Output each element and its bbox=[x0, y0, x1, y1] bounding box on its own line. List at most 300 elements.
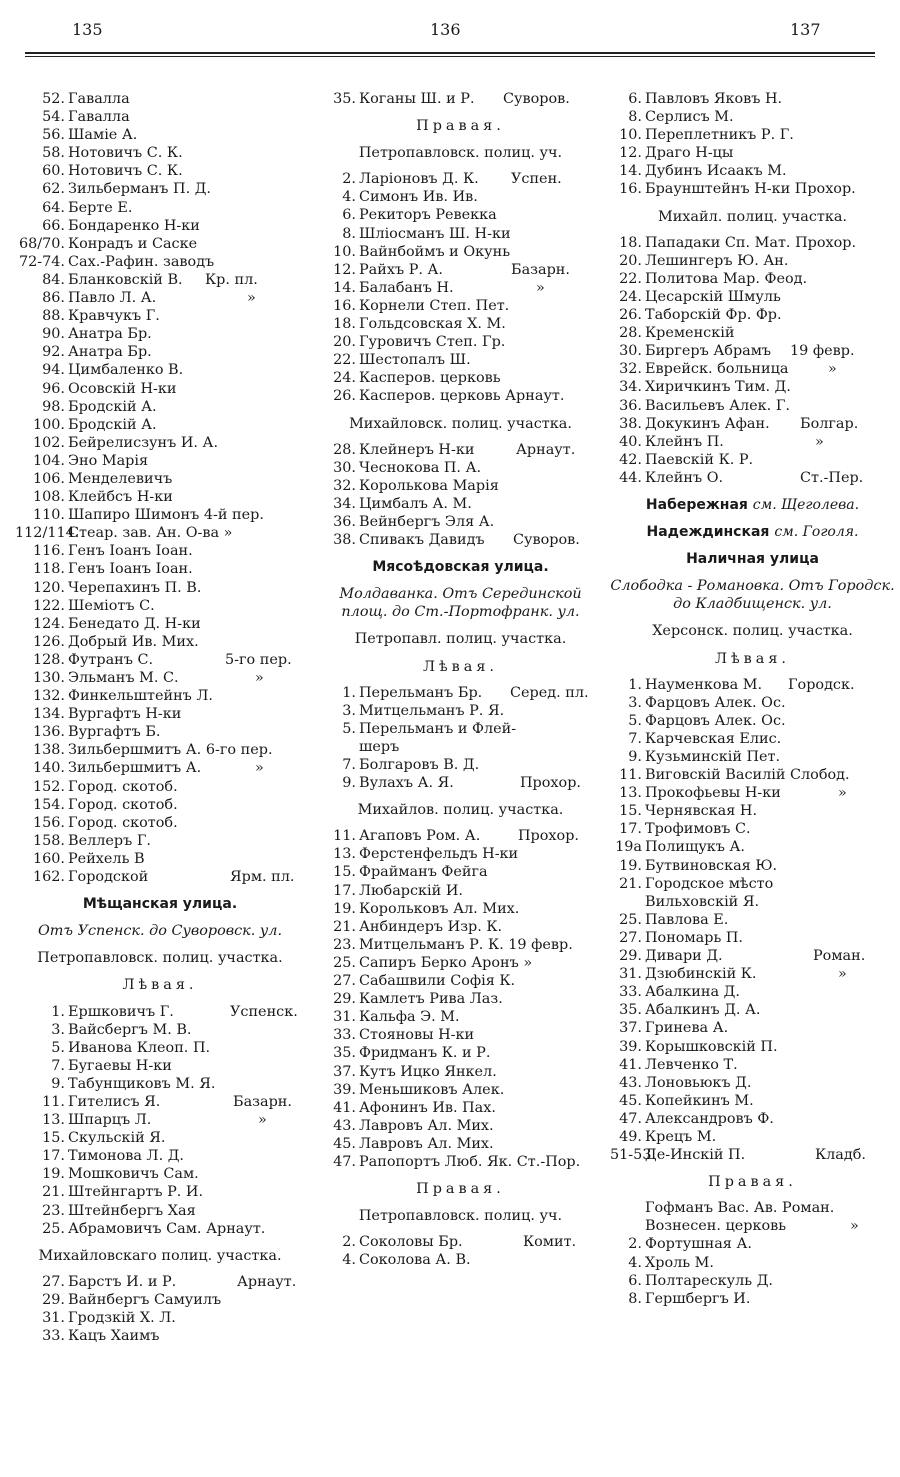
directory-entry bbox=[15, 597, 305, 615]
owner-name: Лавровъ Ал. Мих. bbox=[359, 1135, 494, 1152]
owner-name: Еврейск. больница bbox=[645, 361, 789, 378]
street-description: Молдаванка. Отъ Серединской площ. до Ст.-Портофранк. ул. bbox=[339, 586, 582, 621]
column-middle bbox=[318, 90, 603, 1269]
directory-entry bbox=[318, 206, 603, 224]
directory-entry bbox=[15, 723, 305, 741]
owner-name: Касперов. церковь bbox=[359, 370, 501, 387]
directory-entry bbox=[318, 882, 603, 900]
directory-entry bbox=[610, 802, 895, 820]
house-number: 30. bbox=[333, 459, 356, 476]
cross-street: 5-го пер. bbox=[225, 651, 292, 668]
house-number: 96. bbox=[42, 380, 65, 397]
owner-name: Паевскій К. Р. bbox=[645, 451, 754, 468]
house-number: 90. bbox=[42, 326, 65, 343]
directory-entry bbox=[318, 900, 603, 918]
house-number: 28. bbox=[333, 441, 356, 458]
house-number: 41. bbox=[333, 1099, 356, 1116]
directory-entry bbox=[15, 1291, 305, 1309]
owner-name: Корольковъ Ал. Мих. bbox=[359, 900, 520, 917]
directory-entry bbox=[318, 827, 603, 845]
owner-name: Симонъ Ив. Ив. bbox=[359, 189, 478, 206]
house-number: 33. bbox=[333, 1027, 356, 1044]
house-number: 37. bbox=[333, 1063, 356, 1080]
owner-name: Фортушная А. bbox=[645, 1236, 752, 1253]
directory-entry bbox=[610, 1001, 895, 1019]
directory-entry bbox=[318, 441, 603, 459]
directory-entry bbox=[610, 1056, 895, 1074]
owner-name: Конрадъ и Саске bbox=[68, 235, 198, 252]
house-number: 16. bbox=[619, 181, 642, 198]
cross-reference bbox=[610, 496, 895, 514]
owner-name: Добрый Ив. Мих. bbox=[68, 633, 199, 650]
house-number: 22. bbox=[333, 352, 356, 369]
house-number: 19a bbox=[615, 839, 642, 856]
column-right bbox=[610, 90, 895, 1308]
directory-entry bbox=[318, 387, 603, 405]
directory-entry bbox=[15, 1327, 305, 1345]
directory-entry bbox=[610, 451, 895, 469]
directory-entry bbox=[318, 459, 603, 477]
directory-entry bbox=[610, 1074, 895, 1092]
house-number: 162. bbox=[32, 869, 65, 886]
owner-name: Шеміотъ С. bbox=[68, 597, 155, 614]
column-left bbox=[15, 90, 305, 1345]
owner-name: Гольдсовская Х. М. bbox=[359, 316, 506, 333]
house-number: 1. bbox=[342, 684, 356, 701]
directory-entry bbox=[15, 488, 305, 506]
owner-name: Кутъ Ицко Янкел. bbox=[359, 1063, 497, 1080]
owner-name: Таборскій Фр. Фр. bbox=[645, 307, 782, 324]
owner-name: Генъ Іоанъ Іоан. bbox=[68, 543, 193, 560]
entry-list bbox=[610, 1199, 895, 1308]
directory-entry bbox=[318, 1081, 603, 1099]
owner-name: Рейхель В bbox=[68, 850, 145, 867]
house-number: 29. bbox=[333, 991, 356, 1008]
directory-entry bbox=[15, 1147, 305, 1165]
owner-name: Балабанъ Н. bbox=[359, 279, 454, 296]
house-number: 72-74. bbox=[18, 253, 65, 270]
house-number: 34. bbox=[333, 495, 356, 512]
directory-entry bbox=[15, 778, 305, 796]
house-number: 45. bbox=[333, 1135, 356, 1152]
directory-entry bbox=[610, 234, 895, 252]
house-number: 2. bbox=[628, 1236, 642, 1253]
directory-entry bbox=[318, 477, 603, 495]
directory-entry bbox=[15, 741, 305, 759]
house-number: 47. bbox=[619, 1110, 642, 1127]
house-number: 19. bbox=[619, 857, 642, 874]
house-number: 21. bbox=[42, 1184, 65, 1201]
directory-entry bbox=[15, 1129, 305, 1147]
street-heading: Наличная улица bbox=[686, 551, 819, 568]
directory-entry bbox=[610, 911, 895, 929]
directory-entry bbox=[318, 684, 603, 702]
house-number: 25. bbox=[333, 954, 356, 971]
owner-name: Митцельманъ Р. Я. bbox=[359, 702, 505, 719]
police-district: Петропавл. полиц. участка. bbox=[354, 631, 567, 648]
cross-street: » bbox=[255, 670, 264, 686]
directory-entry bbox=[15, 1183, 305, 1201]
house-number: 21. bbox=[619, 875, 642, 892]
cross-street: » bbox=[536, 279, 545, 296]
directory-entry bbox=[15, 307, 305, 325]
directory-entry bbox=[15, 235, 305, 253]
owner-name: Перельманъ Бр. bbox=[359, 684, 483, 701]
directory-entry bbox=[610, 1235, 895, 1253]
entry-list bbox=[318, 1233, 603, 1269]
directory-entry bbox=[610, 983, 895, 1001]
owner-name: Полтарескуль Д. bbox=[645, 1272, 773, 1289]
house-number: 36. bbox=[333, 513, 356, 530]
house-number: 29. bbox=[619, 948, 642, 965]
owner-name: Касперов. церковь Арнаут. bbox=[359, 388, 565, 405]
house-number: 13. bbox=[333, 846, 356, 863]
house-number: 14. bbox=[333, 279, 356, 296]
cross-reference-target: см. Щеголева. bbox=[752, 496, 860, 513]
cross-street: Городск. bbox=[788, 676, 855, 693]
owner-name: Город. скотоб. bbox=[68, 778, 178, 795]
cross-street: Арнаут. bbox=[237, 1273, 297, 1290]
house-number: 49. bbox=[619, 1128, 642, 1145]
owner-name: Тимонова Л. Д. bbox=[68, 1148, 184, 1165]
directory-entry bbox=[610, 748, 895, 766]
house-number: 6. bbox=[342, 207, 356, 224]
owner-name: Анатра Бр. bbox=[68, 344, 152, 361]
directory-entry bbox=[610, 252, 895, 270]
owner-name: Александровъ Ф. bbox=[645, 1110, 774, 1127]
directory-entry bbox=[318, 972, 603, 990]
owner-name: Афонинъ Ив. Пах. bbox=[359, 1099, 496, 1116]
entry-list bbox=[15, 1273, 305, 1345]
owner-name: Рекиторъ Ревекка bbox=[359, 207, 497, 224]
owner-name: Зильбершмитъ А. 6-го пер. bbox=[68, 742, 273, 759]
house-number: 3. bbox=[51, 1021, 65, 1038]
house-number: 23. bbox=[333, 936, 356, 953]
owner-name: Нотовичъ С. К. bbox=[68, 163, 183, 180]
owner-name: Барстъ И. и Р. bbox=[68, 1273, 177, 1290]
owner-name: Корышковскій П. bbox=[645, 1038, 778, 1055]
owner-name: Бугаевы Н-ки bbox=[68, 1057, 172, 1074]
directory-entry bbox=[610, 1272, 895, 1290]
owner-name: Городское мѣсто bbox=[645, 875, 774, 892]
directory-entry bbox=[610, 1290, 895, 1308]
owner-name: Ферстенфельдъ Н-ки bbox=[359, 846, 519, 863]
owner-name: Трофимовъ С. bbox=[645, 821, 751, 838]
directory-entry bbox=[15, 615, 305, 633]
directory-entry bbox=[15, 1003, 305, 1021]
house-number: 68/70. bbox=[18, 235, 65, 252]
cross-street: Роман. bbox=[813, 948, 866, 965]
cross-street: Успенск. bbox=[230, 1003, 298, 1020]
owner-name: Фарцовъ Алек. Ос. bbox=[645, 712, 786, 729]
directory-entry bbox=[15, 796, 305, 814]
directory-entry bbox=[610, 397, 895, 415]
owner-name: Перельманъ и Флей- bbox=[359, 720, 517, 737]
house-number: 1. bbox=[628, 676, 642, 693]
owner-name: Вайнбоймъ и Окунь bbox=[359, 243, 511, 260]
house-number: 25. bbox=[619, 911, 642, 928]
owner-name: Пападаки Сп. Мат. Прохор. bbox=[645, 234, 857, 251]
house-number: 39. bbox=[619, 1038, 642, 1055]
directory-entry bbox=[318, 702, 603, 720]
directory-entry bbox=[15, 1021, 305, 1039]
directory-entry bbox=[15, 253, 305, 271]
house-number: 17. bbox=[333, 882, 356, 899]
directory-entry bbox=[318, 990, 603, 1008]
directory-entry bbox=[15, 1075, 305, 1093]
house-number: 158. bbox=[32, 832, 65, 849]
house-number: 12. bbox=[333, 261, 356, 278]
directory-entry bbox=[610, 162, 895, 180]
house-number: 102. bbox=[32, 434, 65, 451]
house-number: 134. bbox=[32, 706, 65, 723]
police-district: Петропавловск. полиц. участка. bbox=[37, 950, 283, 967]
house-number: 8. bbox=[342, 225, 356, 242]
house-number: 108. bbox=[32, 489, 65, 506]
house-number: 138. bbox=[32, 742, 65, 759]
house-number: 9. bbox=[51, 1075, 65, 1092]
owner-name: Виговскій Василій Слобод. bbox=[645, 767, 850, 784]
owner-name: Полищукъ А. bbox=[645, 839, 745, 856]
cross-street: » bbox=[828, 361, 837, 378]
owner-name: Бондаренко Н-ки bbox=[68, 217, 200, 234]
owner-name: Абалкинъ Д. А. bbox=[645, 1002, 761, 1019]
owner-name: Пономарь П. bbox=[645, 929, 743, 946]
side-heading: Лѣвая. bbox=[714, 650, 791, 667]
house-number: 64. bbox=[42, 199, 65, 216]
owner-name: Городской bbox=[68, 869, 149, 886]
house-number: 12. bbox=[619, 145, 642, 162]
house-number: 3. bbox=[342, 702, 356, 719]
directory-entry bbox=[610, 469, 895, 487]
directory-entry bbox=[318, 738, 603, 756]
house-number: 98. bbox=[42, 398, 65, 415]
owner-name: Фарцовъ Алек. Ос. bbox=[645, 694, 786, 711]
owner-name: Шапиро Шимонъ 4-й пер. bbox=[68, 507, 264, 524]
owner-name: Эльманъ М. С. bbox=[68, 670, 179, 686]
cross-street: Кладб. bbox=[815, 1147, 866, 1164]
house-number: 35. bbox=[333, 91, 356, 107]
house-number: 110. bbox=[32, 507, 65, 524]
directory-entry bbox=[15, 687, 305, 705]
owner-name: Дивари Д. bbox=[645, 948, 723, 965]
house-number: 8. bbox=[628, 109, 642, 126]
police-district: Херсонск. полиц. участка. bbox=[652, 623, 853, 640]
house-number: 5. bbox=[342, 720, 356, 737]
owner-name: Дубинъ Исаакъ М. bbox=[645, 163, 787, 180]
house-number: 11. bbox=[42, 1093, 65, 1110]
owner-name: Бродскій А. bbox=[68, 416, 157, 433]
directory-entry bbox=[610, 1038, 895, 1056]
house-number: 20. bbox=[333, 334, 356, 351]
directory-entry bbox=[15, 380, 305, 398]
owner-name: Серлисъ М. bbox=[645, 109, 734, 126]
directory-entry bbox=[15, 217, 305, 235]
owner-name: Кравчукъ Г. bbox=[68, 308, 160, 325]
owner-name: Браунштейнъ Н-ки Прохор. bbox=[645, 181, 856, 198]
owner-name: Вознесен. церковь bbox=[645, 1218, 787, 1235]
cross-reference-street: Набережная bbox=[645, 496, 748, 513]
directory-entry bbox=[610, 180, 895, 198]
house-number: 19. bbox=[42, 1166, 65, 1183]
house-number: 35. bbox=[619, 1002, 642, 1019]
directory-entry bbox=[610, 360, 895, 378]
owner-name: Камлетъ Рива Лаз. bbox=[359, 991, 503, 1008]
owner-name: Карчевская Елис. bbox=[645, 730, 782, 747]
owner-name: Бланковскій В. bbox=[68, 271, 183, 288]
owner-name: Биргеръ Абрамъ bbox=[645, 343, 772, 360]
entry-list bbox=[15, 1003, 305, 1238]
directory-entry bbox=[15, 199, 305, 217]
owner-name: Докукинъ Афан. bbox=[645, 415, 770, 432]
house-number: 152. bbox=[32, 778, 65, 795]
owner-name: Гавалла bbox=[68, 91, 130, 107]
directory-entry bbox=[610, 378, 895, 396]
directory-entry bbox=[15, 669, 305, 687]
directory-entry bbox=[318, 774, 603, 792]
cross-street: Кр. пл. bbox=[205, 271, 258, 288]
house-number: 58. bbox=[42, 145, 65, 162]
cross-street: Прохор. bbox=[518, 828, 579, 845]
house-number: 29. bbox=[42, 1291, 65, 1308]
directory-entry bbox=[610, 676, 895, 694]
house-number: 7. bbox=[342, 757, 356, 773]
owner-name: Клейнеръ Н-ки bbox=[359, 441, 475, 458]
house-number: 1. bbox=[51, 1003, 65, 1020]
directory-entry bbox=[318, 1153, 603, 1171]
cross-street: » bbox=[247, 290, 256, 307]
house-number: 39. bbox=[333, 1081, 356, 1098]
owner-name: Павлова Е. bbox=[645, 911, 729, 928]
house-number: 44. bbox=[619, 469, 642, 486]
house-number: 3. bbox=[628, 694, 642, 711]
directory-entry bbox=[318, 954, 603, 972]
owner-name: Гершбергъ И. bbox=[645, 1290, 751, 1307]
cross-street: 19 февр. bbox=[790, 343, 855, 360]
owner-name: Стеар. зав. Ан. О-ва » bbox=[68, 525, 233, 542]
owner-name: Сах.-Рафин. заводъ bbox=[68, 253, 215, 270]
street-description: Слободка - Романовка. Отъ Городск. до Кладбищенск. ул. bbox=[610, 578, 895, 613]
house-number: 18. bbox=[333, 316, 356, 333]
house-number: 43. bbox=[619, 1074, 642, 1091]
owner-name: Прокофьевы Н-ки bbox=[645, 785, 781, 802]
house-number: 11. bbox=[333, 828, 356, 845]
house-number: 106. bbox=[32, 470, 65, 487]
owner-name: Менделевичъ bbox=[68, 470, 173, 487]
house-number: 9. bbox=[342, 775, 356, 792]
directory-entry bbox=[318, 1008, 603, 1026]
owner-name: Корнели Степ. Пет. bbox=[359, 297, 510, 314]
directory-entry bbox=[15, 579, 305, 597]
directory-entry bbox=[15, 542, 305, 560]
directory-entry bbox=[610, 288, 895, 306]
owner-name: Кальфа Э. М. bbox=[359, 1009, 460, 1026]
house-number: 8. bbox=[628, 1290, 642, 1307]
owner-name: Абалкина Д. bbox=[645, 984, 740, 1001]
owner-name: Цимбаленко В. bbox=[68, 362, 184, 379]
cross-street: Болгар. bbox=[800, 415, 859, 432]
directory-entry bbox=[318, 315, 603, 333]
house-number: 24. bbox=[333, 370, 356, 387]
directory-entry bbox=[610, 144, 895, 162]
owner-name: Город. скотоб. bbox=[68, 796, 178, 813]
directory-entry bbox=[610, 712, 895, 730]
house-number: 40. bbox=[619, 433, 642, 450]
directory-entry bbox=[15, 1093, 305, 1111]
directory-entry bbox=[15, 470, 305, 488]
house-number: 2. bbox=[342, 171, 356, 188]
house-number: 9. bbox=[628, 749, 642, 765]
house-number: 17. bbox=[619, 821, 642, 838]
directory-entry bbox=[15, 361, 305, 379]
cross-street: Базарн. bbox=[511, 261, 570, 278]
owner-name: Рапопортъ Люб. Як. Ст.-Пор. bbox=[359, 1153, 581, 1170]
cross-street: » bbox=[850, 1218, 859, 1235]
cross-reference-street: Надеждинская bbox=[646, 524, 770, 541]
owner-name: Коганы Ш. и Р. bbox=[359, 91, 475, 107]
owner-name: Соколова А. В. bbox=[359, 1252, 471, 1269]
directory-entry bbox=[15, 651, 305, 669]
directory-entry bbox=[15, 1202, 305, 1220]
owner-name: Митцельманъ Р. К. 19 февр. bbox=[359, 936, 573, 953]
house-number: 31. bbox=[42, 1310, 65, 1326]
house-number: 126. bbox=[32, 633, 65, 650]
directory-entry bbox=[318, 845, 603, 863]
header-rule-thin bbox=[25, 56, 875, 57]
house-number: 23. bbox=[42, 1202, 65, 1219]
directory-entry bbox=[610, 1146, 895, 1164]
house-number: 26. bbox=[619, 307, 642, 324]
directory-entry bbox=[610, 306, 895, 324]
house-number: 92. bbox=[42, 344, 65, 361]
cross-reference-target: см. Гоголя. bbox=[774, 524, 859, 541]
directory-entry bbox=[318, 1026, 603, 1044]
owner-name: Вургафтъ Б. bbox=[68, 724, 161, 741]
owner-name: Кременскій bbox=[645, 325, 735, 342]
street-heading: Мясоѣдовская улица. bbox=[372, 559, 549, 576]
directory-entry bbox=[610, 838, 895, 856]
owner-name: Дзюбинскій К. bbox=[645, 966, 757, 983]
house-number: 2. bbox=[342, 1234, 356, 1251]
house-number: 30. bbox=[619, 343, 642, 360]
owner-name: Ершковичъ Г. bbox=[68, 1003, 174, 1020]
directory-entry bbox=[610, 1110, 895, 1128]
owner-name: Де-Инскій П. bbox=[645, 1147, 746, 1164]
house-number: 51-53. bbox=[610, 1147, 657, 1164]
directory-entry bbox=[318, 1251, 603, 1269]
house-number: 17. bbox=[42, 1148, 65, 1165]
house-number: 31. bbox=[333, 1009, 356, 1026]
owner-name: Шаміе А. bbox=[68, 127, 138, 144]
entry-list bbox=[610, 676, 895, 1165]
house-number: 18. bbox=[619, 234, 642, 251]
entry-list bbox=[318, 684, 603, 793]
owner-name: Черепахинъ П. В. bbox=[68, 579, 202, 596]
house-number: 27. bbox=[619, 929, 642, 946]
directory-entry bbox=[610, 820, 895, 838]
directory-entry bbox=[610, 875, 895, 893]
directory-entry bbox=[610, 1217, 895, 1235]
house-number: 37. bbox=[619, 1020, 642, 1037]
entry-list bbox=[318, 827, 603, 1171]
police-district: Петропавловск. полиц. уч. bbox=[358, 1208, 563, 1225]
directory-entry bbox=[318, 170, 603, 188]
owner-name: Райхъ Р. А. bbox=[359, 261, 444, 278]
house-number: 26. bbox=[333, 388, 356, 405]
directory-entry bbox=[610, 929, 895, 947]
house-number: 7. bbox=[628, 730, 642, 747]
directory-entry bbox=[610, 342, 895, 360]
